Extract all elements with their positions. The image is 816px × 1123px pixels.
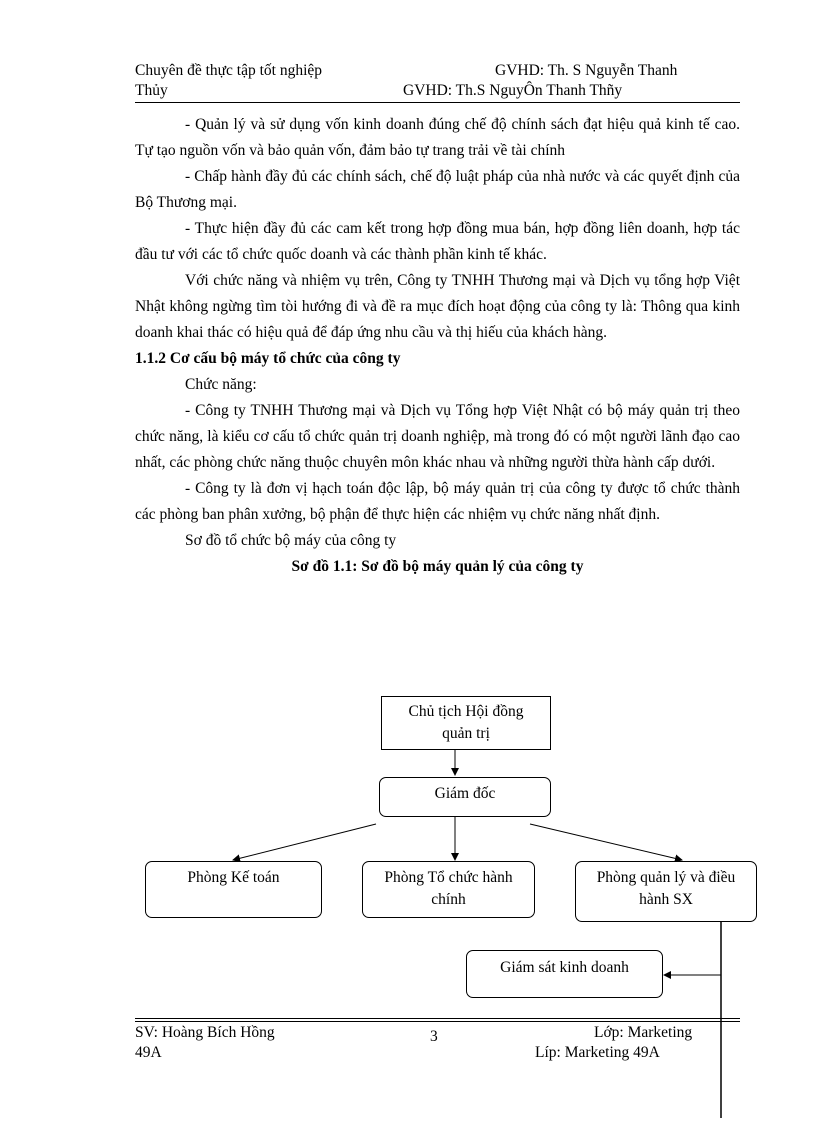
paragraph: - Chấp hành đầy đủ các chính sách, chế độ luật pháp của nhà nước và các quyết định của Bộ Thương mại. <box>135 168 740 211</box>
function-label: Chức năng: <box>185 376 257 393</box>
section-heading: 1.1.2 Cơ cấu bộ máy tổ chức của công ty <box>135 350 401 367</box>
header-line2-left: Thủy <box>135 82 168 99</box>
diagram-title: Sơ đồ 1.1: Sơ đồ bộ máy quản lý của công ty <box>291 558 584 575</box>
arrow-director-production <box>530 824 682 860</box>
accounting-box <box>145 861 322 918</box>
header-left: Chuyên đề thực tập tốt nghiệp <box>135 62 323 79</box>
footer-line2-left: 49A <box>135 1044 162 1061</box>
chairman-box <box>381 696 551 750</box>
production-box <box>575 861 757 922</box>
paragraph: - Quản lý và sử dụng vốn kinh doanh đúng chế độ chính sách đạt hiệu quả kinh tế cao. Tự tạo nguồn vốn và bảo quản vốn, đảm bảo tự trang trải về tài chính <box>135 116 740 159</box>
paragraph: - Công ty là đơn vị hạch toán độc lập, bộ máy quản trị của công ty được tổ chức thành các phòng ban phân xưởng, bộ phận để thực hiện các nhiệm vụ chức năng nhất định. <box>135 480 740 523</box>
footer-rule-2 <box>135 1021 740 1022</box>
arrow-director-accounting <box>233 824 376 860</box>
accounting-label: Phòng Kế toán <box>187 869 280 886</box>
header-line2-right: GVHD: Th.S NguyÔn Thanh Thñy <box>403 82 623 99</box>
hr-box <box>362 861 535 918</box>
page-number: 3 <box>430 1028 438 1045</box>
hr-label-line2: chính <box>431 891 466 908</box>
director-label: Giám đốc <box>434 785 496 802</box>
hr-label-line1: Phòng Tổ chức hành <box>384 869 513 886</box>
diagram-intro: Sơ đồ tổ chức bộ máy của công ty <box>185 532 397 549</box>
chairman-label-line1: Chủ tịch Hội đồng <box>408 703 524 720</box>
chairman-label-line2: quản trị <box>442 725 490 742</box>
supervision-box <box>466 950 663 998</box>
footer-line2-right: Líp: Marketing 49A <box>535 1044 660 1061</box>
production-label-line2: hành SX <box>639 891 693 908</box>
director-box <box>379 777 551 817</box>
footer-left: SV: Hoàng Bích Hồng <box>135 1024 275 1041</box>
footer-rule-1 <box>135 1018 740 1019</box>
paragraph: - Thực hiện đầy đủ các cam kết trong hợp đồng mua bán, hợp đồng liên doanh, hợp tác đầu tư với các tổ chức quốc doanh và các thành phần kinh tế khác. <box>135 220 740 263</box>
header-right: GVHD: Th. S Nguyễn Thanh <box>495 62 678 79</box>
paragraph: Với chức năng và nhiệm vụ trên, Công ty TNHH Thương mại và Dịch vụ tổng hợp Việt Nhật không ngừng tìm tòi hướng đi và đề ra mục đích hoạt động của công ty là: Thông qua kinh doanh khai thác có hiệu quả để đáp ứng nhu cầu và thị hiếu của khách hàng. <box>135 272 740 341</box>
supervision-label: Giám sát kinh doanh <box>500 959 629 976</box>
paragraph: - Công ty TNHH Thương mại và Dịch vụ Tổng hợp Việt Nhật có bộ máy quản trị theo chức năng, là kiểu cơ cấu tổ chức quản trị doanh nghiệp, mà trong đó có một người lãnh đạo cao nhất, các phòng chức năng thuộc chuyên môn khác nhau và những người thừa hành cấp dưới. <box>135 402 740 471</box>
production-label-line1: Phòng quản lý và điều <box>596 869 736 886</box>
footer-right: Lớp: Marketing <box>594 1024 693 1041</box>
